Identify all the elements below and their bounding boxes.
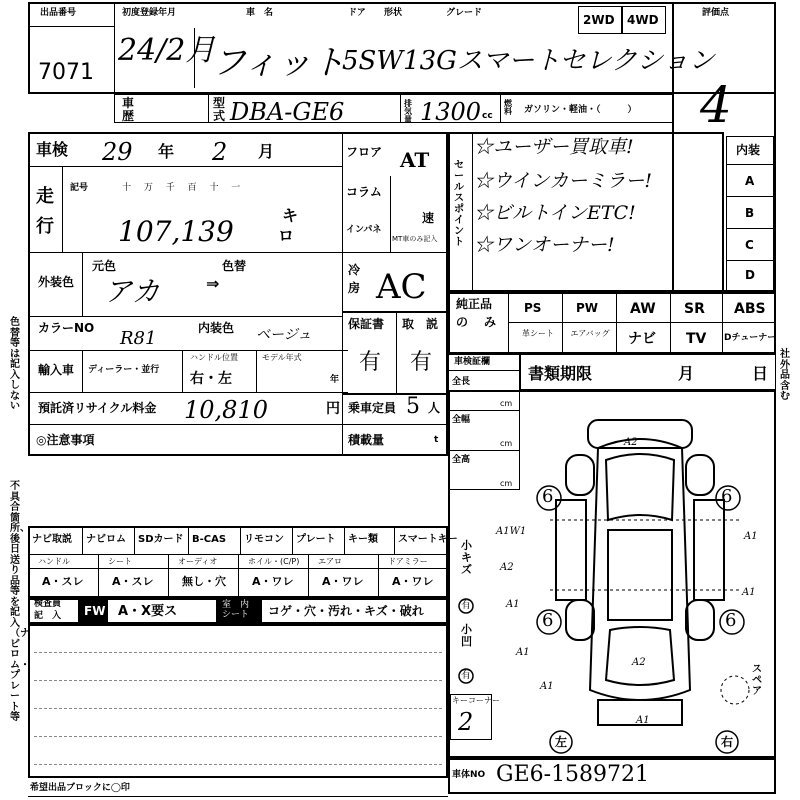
load-unit: t bbox=[434, 435, 439, 445]
genuine-airbag: エアバッグ bbox=[570, 329, 610, 338]
model-year-label: モデル年式 bbox=[262, 353, 302, 362]
accessory-1: ナビロム bbox=[86, 534, 126, 545]
check-width: 全幅 bbox=[452, 415, 471, 425]
capacity-label: 乗車定員 bbox=[348, 401, 397, 415]
capacity-unit: 人 bbox=[428, 401, 441, 415]
grade-label: グレード bbox=[446, 8, 483, 18]
genuine-aw: AW bbox=[630, 301, 656, 317]
name-label: 車 名 bbox=[246, 8, 274, 18]
drive-4wd: 4WD bbox=[627, 13, 659, 27]
grade-a: A bbox=[745, 174, 755, 188]
small-scratch-circle: 有 bbox=[461, 600, 471, 611]
mark-a1-bottom-right: A1 bbox=[636, 715, 650, 726]
genuine-sr: SR bbox=[684, 301, 705, 317]
color-arrow: ⇒ bbox=[206, 274, 220, 293]
check-length: 全長 bbox=[452, 377, 471, 387]
sales-points-label: セールスポイント bbox=[454, 160, 464, 248]
sales-point-3: ☆ビルトインETC! bbox=[474, 202, 636, 224]
inspector-legend-2: コゲ・穴・汚れ・キズ・破れ bbox=[268, 604, 424, 618]
handle-position-value: 右・左 bbox=[190, 371, 232, 387]
accessory-value-1: A・スレ bbox=[112, 575, 154, 588]
accessory-5: プレート bbox=[296, 534, 336, 545]
fw-label: FW bbox=[84, 604, 106, 618]
key-corner-value: 2 bbox=[458, 708, 474, 736]
mark-a1-right-1: A1 bbox=[744, 531, 758, 542]
accessory-value-2: 無し・穴 bbox=[182, 575, 226, 588]
interior-grade-label: 内装 bbox=[736, 143, 761, 157]
small-dent-label: 小凹 bbox=[461, 623, 472, 649]
spare-label: スペア bbox=[752, 664, 762, 697]
mark-a1-left-1: A1 bbox=[506, 599, 520, 610]
dent-six-3: 6 bbox=[542, 610, 554, 631]
color-change-label: 色替 bbox=[222, 259, 247, 273]
dent-six-2: 6 bbox=[721, 486, 733, 507]
check-label: 車検証欄 bbox=[454, 357, 491, 367]
mileage-label-1: 走 bbox=[36, 186, 54, 207]
documents-label: 書類期限 bbox=[528, 364, 593, 383]
accessory-value-4: A・ワレ bbox=[322, 575, 364, 588]
inspector-label-1: 検査員 bbox=[34, 599, 62, 609]
capacity-value: 5 bbox=[406, 394, 420, 419]
mileage-label-2: 行 bbox=[36, 216, 54, 237]
sales-point-4: ☆ワンオーナー! bbox=[474, 234, 615, 256]
check-width-unit: cm bbox=[500, 439, 513, 448]
fuel-label: 燃料 bbox=[504, 99, 512, 116]
lot-number: 7071 bbox=[38, 60, 94, 85]
mark-a2-bottom: A2 bbox=[632, 657, 646, 668]
model-label-2: 式 bbox=[213, 109, 226, 123]
genuine-tv: TV bbox=[686, 331, 707, 347]
accessory-value-3: A・ワレ bbox=[252, 575, 294, 588]
genuine-label-3: み bbox=[484, 315, 497, 329]
warranty-value: 有 bbox=[359, 350, 382, 375]
import-label: 輸入車 bbox=[38, 363, 75, 377]
mileage-unit-2: ロ bbox=[278, 226, 295, 245]
interior-seat-label-2: シート bbox=[222, 610, 250, 620]
mileage-code-label: 記号 bbox=[70, 183, 89, 193]
load-label: 積載量 bbox=[348, 433, 385, 447]
accessory-3: B-CAS bbox=[192, 534, 227, 545]
accessory-0: ナビ取説 bbox=[32, 534, 72, 545]
mark-a2-left: A2 bbox=[500, 562, 514, 573]
model-label-1: 型 bbox=[213, 96, 226, 110]
check-height: 全高 bbox=[452, 455, 471, 465]
inspector-legend-1: A・X要ス bbox=[118, 604, 178, 619]
shift-at: AT bbox=[400, 148, 430, 172]
accessory-value-5: A・ワレ bbox=[392, 575, 434, 588]
mileage-value: 107,139 bbox=[118, 215, 234, 248]
genuine-navi: ナビ bbox=[628, 331, 656, 347]
aircon-label-1: 冷 bbox=[348, 263, 361, 277]
genuine-dtuner: Dチューナー bbox=[724, 333, 777, 343]
interior-color-value: ベージュ bbox=[256, 327, 312, 343]
shift-panel: インパネ bbox=[346, 225, 382, 235]
inspection-year: 29 bbox=[102, 138, 133, 166]
score-label: 評価点 bbox=[702, 8, 730, 18]
recycle-unit: 円 bbox=[326, 401, 340, 417]
genuine-label-2: の bbox=[456, 315, 469, 329]
dent-six-1: 6 bbox=[542, 486, 554, 507]
grade-b: B bbox=[745, 206, 755, 220]
accessory-header-4: エアロ bbox=[318, 557, 342, 566]
documents-day: 日 bbox=[752, 364, 769, 383]
manual-value: 有 bbox=[410, 350, 433, 375]
small-scratch-label: 小キズ bbox=[461, 539, 472, 577]
genuine-pw: PW bbox=[576, 301, 599, 315]
orig-color-label: 元色 bbox=[92, 259, 117, 273]
inspection-month: 2 bbox=[212, 138, 228, 166]
side-note-left-1: 色替等は記入しない bbox=[10, 317, 20, 412]
accessory-header-5: ドアミラー bbox=[388, 557, 428, 566]
check-length-unit: cm bbox=[500, 399, 513, 408]
import-options: ディーラー・並行 bbox=[88, 365, 160, 375]
drive-2wd: 2WD bbox=[583, 13, 615, 27]
mileage-unit-1: キ bbox=[282, 206, 299, 225]
accessory-header-2: オーディオ bbox=[178, 557, 218, 566]
right-side-label: 右 bbox=[721, 735, 734, 749]
genuine-leather: 革シート bbox=[522, 329, 554, 338]
side-note-left-2: 不具合箇所、後日送り品等を記入（ナビロム・プレート等 bbox=[10, 481, 30, 723]
color-label: 外装色 bbox=[38, 275, 75, 289]
displacement-value: 1300 bbox=[420, 98, 482, 126]
accessory-4: リモコン bbox=[244, 534, 284, 545]
inspection-label: 車検 bbox=[36, 140, 69, 159]
accessory-header-1: シート bbox=[108, 557, 132, 566]
notes-label: ◎注意事項 bbox=[36, 433, 95, 447]
mark-a1-left-2: A1 bbox=[516, 647, 530, 658]
footer-label: 希望出品ブロックに◯印 bbox=[30, 783, 130, 793]
reg-value: 24/2月 bbox=[118, 33, 216, 68]
accessory-2: SDカード bbox=[138, 534, 184, 545]
left-side-label: 左 bbox=[555, 735, 568, 749]
accessory-7: スマートキー bbox=[398, 534, 458, 545]
grade-d: D bbox=[745, 268, 755, 282]
history-label-1: 車 bbox=[122, 96, 135, 110]
warranty-label: 保証書 bbox=[348, 317, 385, 331]
side-note-right: 社外品含む bbox=[780, 349, 790, 402]
recycle-value: 10,810 bbox=[184, 396, 268, 424]
accessory-header-0: ハンドル bbox=[38, 557, 70, 566]
shift-column: コラム bbox=[346, 185, 382, 199]
displacement-label: 排気量 bbox=[404, 99, 412, 124]
color-code-value: R81 bbox=[120, 328, 157, 349]
manual-label: 取 説 bbox=[402, 317, 439, 331]
speed-note: MT車のみ記入 bbox=[392, 235, 438, 243]
accessory-6: キー類 bbox=[348, 534, 378, 545]
history-label-2: 歴 bbox=[122, 109, 135, 123]
handle-position-label: ハンドル位置 bbox=[190, 353, 238, 362]
accessory-header-3: ホイル・(C/P) bbox=[248, 557, 300, 566]
sales-point-1: ☆ユーザー買取車! bbox=[474, 136, 634, 158]
mark-a1-bottom-left: A1 bbox=[540, 681, 554, 692]
key-corner-label: キーコーナー bbox=[452, 696, 500, 705]
inspection-month-unit: 月 bbox=[258, 142, 275, 161]
shift-floor: フロア bbox=[346, 145, 383, 159]
grade-value: 5SW13Gスマートセレクション bbox=[342, 46, 715, 76]
shape-label: 形状 bbox=[384, 8, 403, 18]
inspection-year-unit: 年 bbox=[158, 142, 175, 161]
genuine-abs: ABS bbox=[734, 301, 766, 317]
fuel-options: ガソリン・軽油・（ ） bbox=[524, 105, 637, 115]
small-dent-circle: 有 bbox=[461, 670, 471, 681]
aircon-label-2: 房 bbox=[348, 281, 361, 295]
reg-label: 初度登録年月 bbox=[122, 8, 177, 18]
mark-a2-top: A2 bbox=[624, 437, 638, 448]
chassis-value: GE6-1589721 bbox=[496, 762, 650, 787]
mark-a1w1: A1W1 bbox=[496, 526, 527, 537]
interior-seat-label-1: 室 内 bbox=[222, 600, 250, 610]
displacement-unit: cc bbox=[482, 111, 493, 121]
interior-color-label: 内装色 bbox=[198, 321, 235, 335]
speed-label: 速 bbox=[422, 211, 435, 225]
chassis-label: 車体NO bbox=[452, 770, 486, 780]
door-label: ドア bbox=[348, 8, 366, 18]
score-value: 4 bbox=[700, 76, 732, 134]
car-name-value: フィット bbox=[212, 43, 346, 83]
recycle-label: 預託済リサイクル料金 bbox=[38, 401, 157, 415]
documents-month: 月 bbox=[678, 364, 695, 383]
model-value: DBA-GE6 bbox=[230, 98, 345, 126]
orig-color-value: アカ bbox=[104, 275, 160, 308]
mileage-units: 十 万 千 百 十 一 bbox=[122, 183, 246, 193]
mark-a1-right-2: A1 bbox=[742, 587, 756, 598]
lot-label: 出品番号 bbox=[40, 8, 77, 18]
accessory-value-0: A・スレ bbox=[42, 575, 84, 588]
color-code-label: カラーNO bbox=[38, 321, 95, 335]
inspector-label-2: 記 入 bbox=[34, 611, 62, 621]
aircon-value: AC bbox=[376, 267, 427, 307]
grade-c: C bbox=[745, 238, 754, 252]
genuine-label-1: 純正品 bbox=[456, 297, 493, 311]
genuine-ps: PS bbox=[524, 301, 542, 315]
dent-six-4: 6 bbox=[725, 610, 737, 631]
check-height-unit: cm bbox=[500, 479, 513, 488]
sales-point-2: ☆ウインカーミラー! bbox=[474, 170, 653, 192]
model-year-unit: 年 bbox=[330, 375, 340, 385]
